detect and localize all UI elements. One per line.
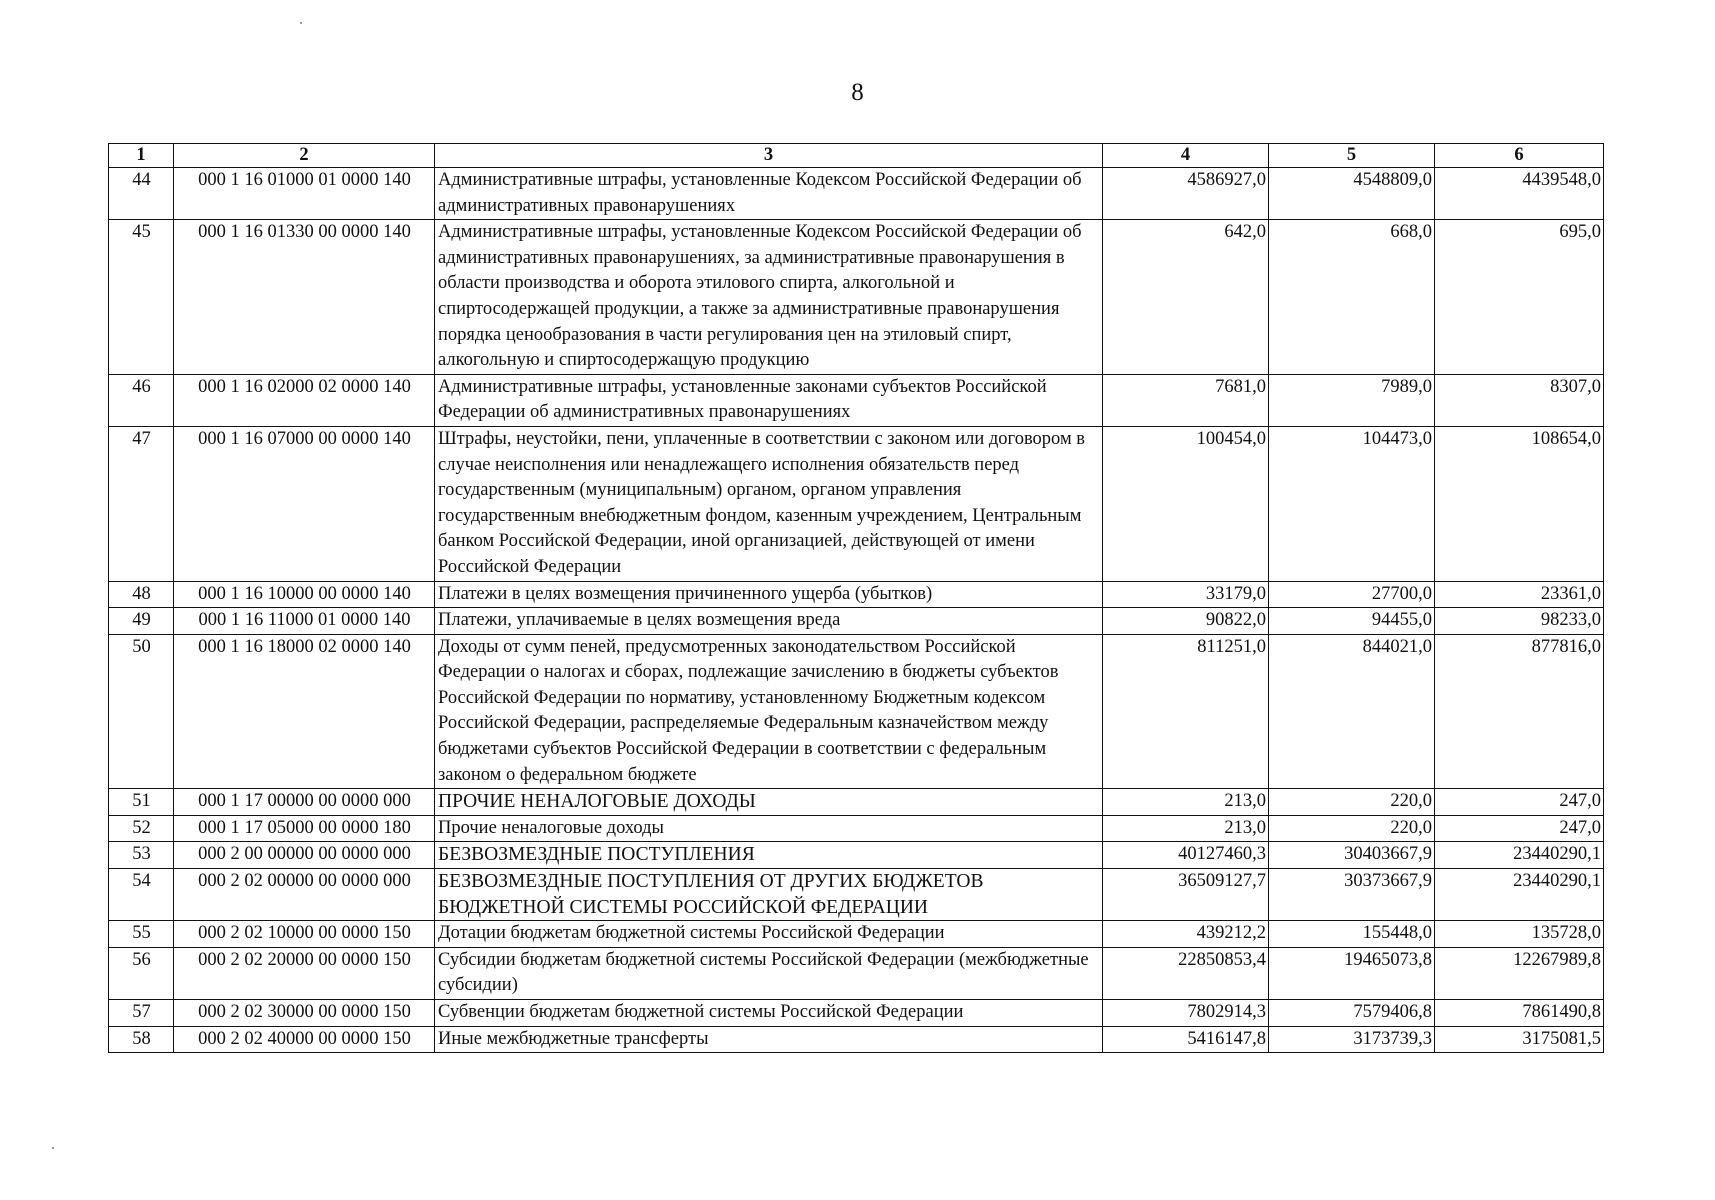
value-column-5-cell: 7579406,8 [1269,1000,1435,1027]
row-number-cell: 47 [109,426,174,581]
table-row [109,168,1604,220]
row-number-cell: 50 [109,634,174,789]
row-number-cell: 49 [109,608,174,635]
revenue-name-cell: Административные штрафы, установленные Кодексом Российской Федерации об административных правонарушениях [435,168,1103,220]
page-number: 8 [851,79,864,106]
value-column-4-cell: 22850853,4 [1103,947,1269,999]
row-number-cell: 46 [109,374,174,426]
value-column-5-cell: 94455,0 [1269,608,1435,635]
column-header-name: 3 [435,144,1103,168]
value-column-6-cell: 247,0 [1435,815,1604,842]
budget-code-cell: 000 1 17 00000 00 0000 000 [174,789,435,816]
column-header-value-4: 4 [1103,144,1269,168]
value-column-5-cell: 3173739,3 [1269,1026,1435,1053]
budget-code-cell: 000 1 17 05000 00 0000 180 [174,815,435,842]
table-row [109,634,1604,789]
budget-code-cell: 000 1 16 11000 01 0000 140 [174,608,435,635]
value-column-5-cell: 220,0 [1269,789,1435,816]
value-column-4-cell: 439212,2 [1103,921,1269,948]
value-column-4-cell: 7802914,3 [1103,1000,1269,1027]
budget-code-cell: 000 1 16 01330 00 0000 140 [174,220,435,375]
revenue-name-cell: Субвенции бюджетам бюджетной системы Российской Федерации [435,1000,1103,1027]
table-row [109,921,1604,948]
budget-code-cell: 000 2 02 00000 00 0000 000 [174,869,435,921]
value-column-5-cell: 668,0 [1269,220,1435,375]
revenue-name-cell: Штрафы, неустойки, пени, уплаченные в соответствии с законом или договором в случае неисполнения или ненадлежащего исполнения обязательств перед государственным (муниципальным) органом, органом управления государственным внебюджетным фондом, казенным учреждением, Центральным банком Российской Федерации, иной организацией, действующей от имени Российской Федерации [435,426,1103,581]
value-column-5-cell: 844021,0 [1269,634,1435,789]
value-column-6-cell: 877816,0 [1435,634,1604,789]
table-row [109,789,1604,816]
value-column-6-cell: 247,0 [1435,789,1604,816]
value-column-6-cell: 4439548,0 [1435,168,1604,220]
table-row [109,815,1604,842]
value-column-4-cell: 100454,0 [1103,426,1269,581]
revenue-name-cell: ПРОЧИЕ НЕНАЛОГОВЫЕ ДОХОДЫ [435,789,1103,816]
budget-code-cell: 000 2 02 40000 00 0000 150 [174,1026,435,1053]
value-column-5-cell: 19465073,8 [1269,947,1435,999]
value-column-4-cell: 36509127,7 [1103,869,1269,921]
value-column-6-cell: 695,0 [1435,220,1604,375]
value-column-5-cell: 30373667,9 [1269,869,1435,921]
value-column-6-cell: 23440290,1 [1435,869,1604,921]
value-column-4-cell: 90822,0 [1103,608,1269,635]
value-column-5-cell: 155448,0 [1269,921,1435,948]
row-number-cell: 45 [109,220,174,375]
row-number-cell: 55 [109,921,174,948]
value-column-5-cell: 220,0 [1269,815,1435,842]
value-column-4-cell: 642,0 [1103,220,1269,375]
budget-code-cell: 000 2 02 10000 00 0000 150 [174,921,435,948]
table-row [109,869,1604,921]
revenue-name-cell: БЕЗВОЗМЕЗДНЫЕ ПОСТУПЛЕНИЯ [435,842,1103,869]
value-column-5-cell: 104473,0 [1269,426,1435,581]
row-number-cell: 53 [109,842,174,869]
value-column-4-cell: 7681,0 [1103,374,1269,426]
value-column-5-cell: 27700,0 [1269,581,1435,608]
budget-code-cell: 000 1 16 18000 02 0000 140 [174,634,435,789]
column-header-value-6: 6 [1435,144,1604,168]
table-row [109,426,1604,581]
table-row [109,947,1604,999]
budget-code-cell: 000 1 16 01000 01 0000 140 [174,168,435,220]
column-header-value-5: 5 [1269,144,1435,168]
column-header-number: 1 [109,144,174,168]
revenue-name-cell: Прочие неналоговые доходы [435,815,1103,842]
column-header-code: 2 [174,144,435,168]
row-number-cell: 57 [109,1000,174,1027]
budget-code-cell: 000 1 16 02000 02 0000 140 [174,374,435,426]
budget-code-cell: 000 2 02 30000 00 0000 150 [174,1000,435,1027]
row-number-cell: 54 [109,869,174,921]
table-row [109,220,1604,375]
revenue-name-cell: Субсидии бюджетам бюджетной системы Российской Федерации (межбюджетные субсидии) [435,947,1103,999]
table-row [109,608,1604,635]
value-column-6-cell: 7861490,8 [1435,1000,1604,1027]
value-column-5-cell: 7989,0 [1269,374,1435,426]
table-row [109,374,1604,426]
value-column-6-cell: 12267989,8 [1435,947,1604,999]
table-row [109,1000,1604,1027]
value-column-4-cell: 4586927,0 [1103,168,1269,220]
row-number-cell: 48 [109,581,174,608]
value-column-4-cell: 811251,0 [1103,634,1269,789]
value-column-6-cell: 3175081,5 [1435,1026,1604,1053]
row-number-cell: 44 [109,168,174,220]
value-column-4-cell: 213,0 [1103,815,1269,842]
table-body [109,168,1604,1053]
budget-code-cell: 000 1 16 10000 00 0000 140 [174,581,435,608]
table-row [109,581,1604,608]
budget-code-cell: 000 2 00 00000 00 0000 000 [174,842,435,869]
revenue-name-cell: Иные межбюджетные трансферты [435,1026,1103,1053]
value-column-4-cell: 5416147,8 [1103,1026,1269,1053]
row-number-cell: 52 [109,815,174,842]
budget-revenue-table [108,143,1604,1053]
revenue-name-cell: Платежи, уплачиваемые в целях возмещения вреда [435,608,1103,635]
value-column-5-cell: 30403667,9 [1269,842,1435,869]
revenue-name-cell: БЕЗВОЗМЕЗДНЫЕ ПОСТУПЛЕНИЯ ОТ ДРУГИХ БЮДЖЕТОВ БЮДЖЕТНОЙ СИСТЕМЫ РОССИЙСКОЙ ФЕДЕРАЦИИ [435,869,1103,921]
table-row [109,1026,1604,1053]
value-column-6-cell: 135728,0 [1435,921,1604,948]
budget-code-cell: 000 2 02 20000 00 0000 150 [174,947,435,999]
value-column-4-cell: 33179,0 [1103,581,1269,608]
table-header-row [109,144,1604,168]
revenue-name-cell: Платежи в целях возмещения причиненного ущерба (убытков) [435,581,1103,608]
table-row [109,842,1604,869]
value-column-6-cell: 98233,0 [1435,608,1604,635]
revenue-name-cell: Административные штрафы, установленные законами субъектов Российской Федерации об административных правонарушениях [435,374,1103,426]
row-number-cell: 58 [109,1026,174,1053]
value-column-6-cell: 108654,0 [1435,426,1604,581]
scan-speck [52,1147,54,1149]
value-column-4-cell: 213,0 [1103,789,1269,816]
value-column-4-cell: 40127460,3 [1103,842,1269,869]
value-column-6-cell: 8307,0 [1435,374,1604,426]
budget-code-cell: 000 1 16 07000 00 0000 140 [174,426,435,581]
value-column-6-cell: 23361,0 [1435,581,1604,608]
row-number-cell: 56 [109,947,174,999]
revenue-name-cell: Административные штрафы, установленные Кодексом Российской Федерации об административных правонарушениях, за административные правонарушения в области производства и оборота этилового спирта, алкогольной и спиртосодержащей продукции, а также за административные правонарушения порядка ценообразования в части регулирования цен на этиловый спирт, алкогольную и спиртосодержащую продукцию [435,220,1103,375]
scan-speck [300,22,302,24]
revenue-name-cell: Дотации бюджетам бюджетной системы Российской Федерации [435,921,1103,948]
row-number-cell: 51 [109,789,174,816]
value-column-5-cell: 4548809,0 [1269,168,1435,220]
revenue-name-cell: Доходы от сумм пеней, предусмотренных законодательством Российской Федерации о налогах и сборах, подлежащие зачислению в бюджеты субъектов Российской Федерации по нормативу, установленному Бюджетным кодексом Российской Федерации, распределяемые Федеральным казначейством между бюджетами субъектов Российской Федерации в соответствии с федеральным законом о федеральном бюджете [435,634,1103,789]
value-column-6-cell: 23440290,1 [1435,842,1604,869]
